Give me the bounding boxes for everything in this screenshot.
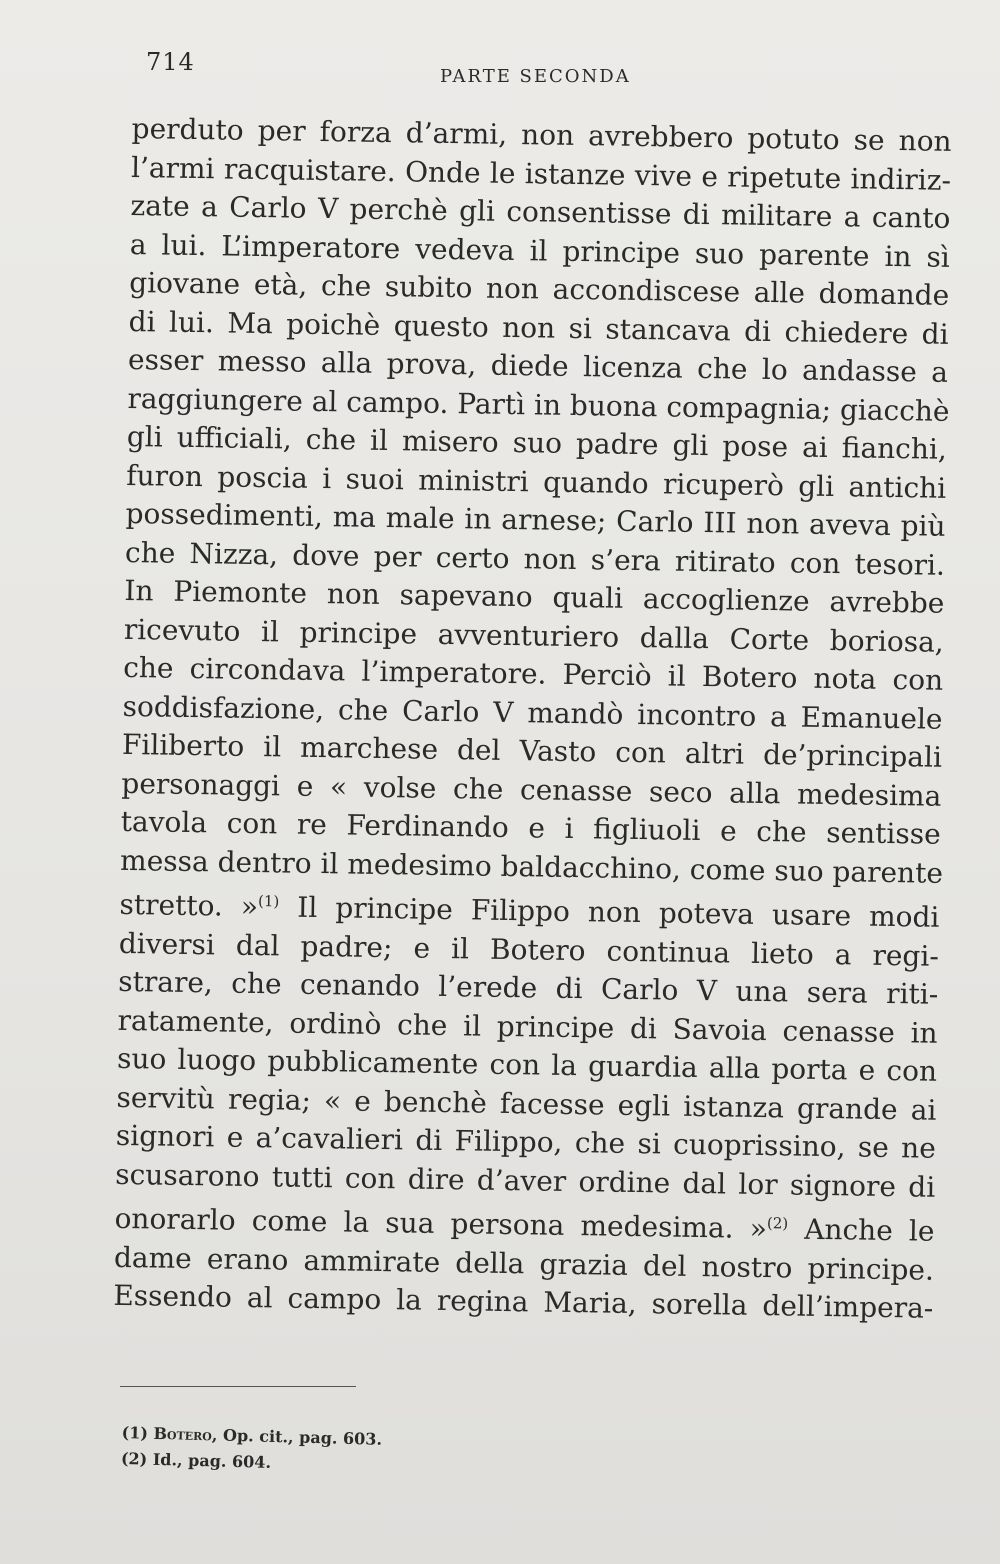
text-line: a lui. L’imperatore vedeva il principe suo parente in sì <box>129 227 951 274</box>
footnotes <box>121 1420 383 1479</box>
body-text <box>113 110 952 1328</box>
text-line: raggiungere al campo. Partì in buona compagnia; giacchè <box>127 381 950 428</box>
text-line: diversi dal padre; e il Botero continua lieto a regi- <box>118 926 940 973</box>
footnote-marker: (1) <box>121 1422 149 1443</box>
footnote-marker: (2) <box>120 1448 148 1469</box>
text-line: furon poscia i suoi ministri quando ricuperò gli antichi <box>126 458 947 505</box>
text-line: ratamente, ordinò che il principe di Savoia cenasse in <box>117 1003 938 1050</box>
text-line: messa dentro il medesimo baldacchino, come suo parente <box>119 843 944 890</box>
text-line: esser messo alla prova, diede licenza che lo andasse a <box>127 342 949 389</box>
text-fragment: Il principe Filippo non poteva usare modi <box>279 890 940 934</box>
text-line: dame erano ammirate della grazia del nostro principe. <box>113 1240 935 1287</box>
text-line: personaggi e « volse che cenasse seco alla medesima <box>121 766 942 813</box>
page-number: 714 <box>146 48 195 76</box>
text-line: servitù regia; « e benchè facesse egli istanza grande ai <box>116 1080 937 1127</box>
footnote-ref-1: (1) <box>257 892 280 911</box>
text-fragment: onorarlo come la sua persona medesima. » <box>114 1201 768 1246</box>
text-fragment: Anche le <box>787 1212 935 1248</box>
footnote-divider <box>120 1386 356 1387</box>
text-line: signori e a’cavalieri di Filippo, che si cuoprissino, se ne <box>115 1118 937 1165</box>
text-line: gli ufficiali, che il misero suo padre gli pose ai fianchi, <box>126 419 948 466</box>
text-line: strare, che cenando l’erede di Carlo V una sera riti- <box>118 964 939 1011</box>
footnote-text: Id., pag. 604. <box>147 1449 272 1472</box>
text-line: che Nizza, dove per certo non s’era ritirato con tesori. <box>124 535 946 582</box>
text-line: tavola con re Ferdinando e i figliuoli e che sentisse <box>120 804 941 851</box>
footnote-ref-2: (2) <box>766 1214 789 1233</box>
text-line: di lui. Ma poichè questo non si stancava di chiedere di <box>128 304 949 351</box>
text-line: che circondava l’imperatore. Perciò il Botero nota con <box>122 650 944 697</box>
text-line: giovane età, che subito non accondiscese alle domande <box>129 265 950 312</box>
footnote-author: Botero <box>153 1423 213 1445</box>
text-line: zate a Carlo V perchè gli consentisse di militare a canto <box>130 188 951 235</box>
text-line: perduto per forza d’armi, non avrebbero potuto se non <box>131 111 952 158</box>
running-head: PARTE SECONDA <box>440 66 631 87</box>
text-line: In Piemonte non sapevano quali accoglienze avrebbe <box>124 573 945 620</box>
text-line: ricevuto il principe avventuriero dalla Corte boriosa, <box>123 612 945 659</box>
text-line: scusarono tutti con dire d’aver ordine dal lor signore di <box>115 1157 936 1204</box>
text-fragment: stretto. » <box>119 887 259 924</box>
text-line: Essendo al campo la regina Maria, sorella dell’impera- <box>113 1278 934 1325</box>
text-line: suo luogo pubblicamente con la guardia alla porta e con <box>116 1041 938 1088</box>
text-line: possedimenti, ma male in arnese; Carlo III non aveva più <box>125 496 946 543</box>
text-line: soddisfazione, che Carlo V mandò incontro a Emanuele <box>122 689 943 736</box>
footnote-text: , Op. cit., pag. 603. <box>211 1425 383 1449</box>
text-line: Filiberto il marchese del Vasto con altri de’principali <box>121 727 943 774</box>
text-line: l’armi racquistare. Onde le istanze vive e ripetute indiriz- <box>130 150 952 197</box>
